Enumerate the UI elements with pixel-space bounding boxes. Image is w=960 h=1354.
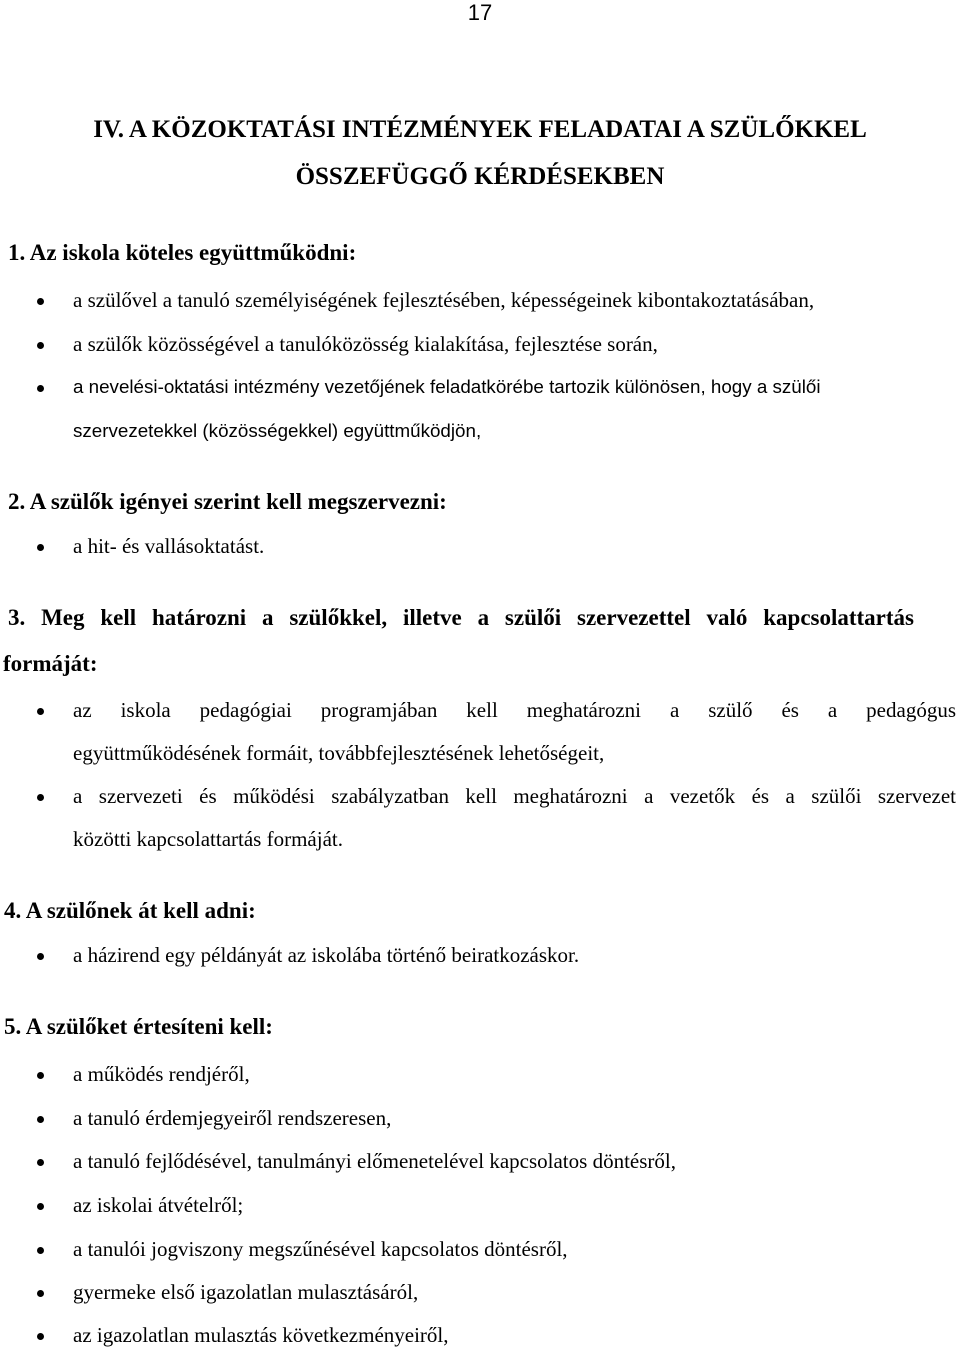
list-item: a hit- és vallásoktatást. bbox=[73, 534, 265, 558]
section-2-heading: 2. A szülők igényei szerint kell megszervezni: bbox=[8, 489, 447, 514]
page-number: 17 bbox=[467, 0, 493, 25]
list-item: gyermeke első igazolatlan mulasztásáról, bbox=[73, 1280, 419, 1304]
bullet-icon bbox=[37, 1203, 44, 1210]
list-item: a nevelési-oktatási intézmény vezetőjének feladatkörébe tartozik különösen, hogy a szülői bbox=[73, 376, 821, 397]
list-item-continuation: közötti kapcsolattartás formáját. bbox=[73, 827, 343, 851]
bullet-icon bbox=[37, 1159, 44, 1166]
section-3-heading: 3. Meg kell határozni a szülőkkel, illetve a szülői szervezettel való kapcsolattartás bbox=[8, 605, 914, 630]
list-item: a szülők közösségével a tanulóközösség kialakítása, fejlesztése során, bbox=[73, 332, 658, 356]
list-item: a tanulói jogviszony megszűnésével kapcsolatos döntésről, bbox=[73, 1237, 568, 1261]
list-item: a tanuló fejlődésével, tanulmányi előmenetelével kapcsolatos döntésről, bbox=[73, 1149, 676, 1173]
bullet-icon bbox=[37, 708, 44, 715]
list-item: a szülővel a tanuló személyiségének fejlesztésében, képességeinek kibontakoztatásában, bbox=[73, 288, 815, 312]
section-5-heading: 5. A szülőket értesíteni kell: bbox=[4, 1014, 273, 1039]
list-item: az iskola pedagógiai programjában kell meghatározni a szülő és a pedagógus bbox=[73, 698, 956, 722]
bullet-icon bbox=[37, 953, 44, 960]
bullet-icon bbox=[37, 1247, 44, 1254]
list-item: az iskolai átvételről; bbox=[73, 1193, 244, 1217]
bullet-icon bbox=[37, 794, 44, 801]
bullet-icon bbox=[37, 298, 44, 305]
bullet-icon bbox=[37, 1072, 44, 1079]
page-title-line-1: IV. A KÖZOKTATÁSI INTÉZMÉNYEK FELADATAI A SZÜLŐKKEL bbox=[93, 116, 867, 143]
list-item: az igazolatlan mulasztás következményeiről, bbox=[73, 1323, 449, 1347]
section-4-heading: 4. A szülőnek át kell adni: bbox=[4, 898, 256, 923]
list-item: a szervezeti és működési szabályzatban kell meghatározni a vezetők és a szülői szervezet bbox=[73, 784, 956, 808]
bullet-icon bbox=[37, 1116, 44, 1123]
list-item: a házirend egy példányát az iskolába történő beiratkozáskor. bbox=[73, 943, 580, 967]
section-1-heading: 1. Az iskola köteles együttműködni: bbox=[8, 240, 357, 265]
page-title-line-2: ÖSSZEFÜGGŐ KÉRDÉSEKBEN bbox=[295, 163, 665, 190]
list-item: a működés rendjéről, bbox=[73, 1062, 250, 1086]
list-item-continuation: szervezetekkel (közösségekkel) együttműködjön, bbox=[73, 420, 482, 441]
bullet-icon bbox=[37, 1333, 44, 1340]
bullet-icon bbox=[37, 342, 44, 349]
bullet-icon bbox=[37, 544, 44, 551]
bullet-icon bbox=[37, 1290, 44, 1297]
section-3-heading-continuation: formáját: bbox=[3, 651, 98, 676]
list-item: a tanuló érdemjegyeiről rendszeresen, bbox=[73, 1106, 392, 1130]
list-item-continuation: együttműködésének formáit, továbbfejlesztésének lehetőségeit, bbox=[73, 741, 605, 765]
bullet-icon bbox=[37, 385, 44, 392]
